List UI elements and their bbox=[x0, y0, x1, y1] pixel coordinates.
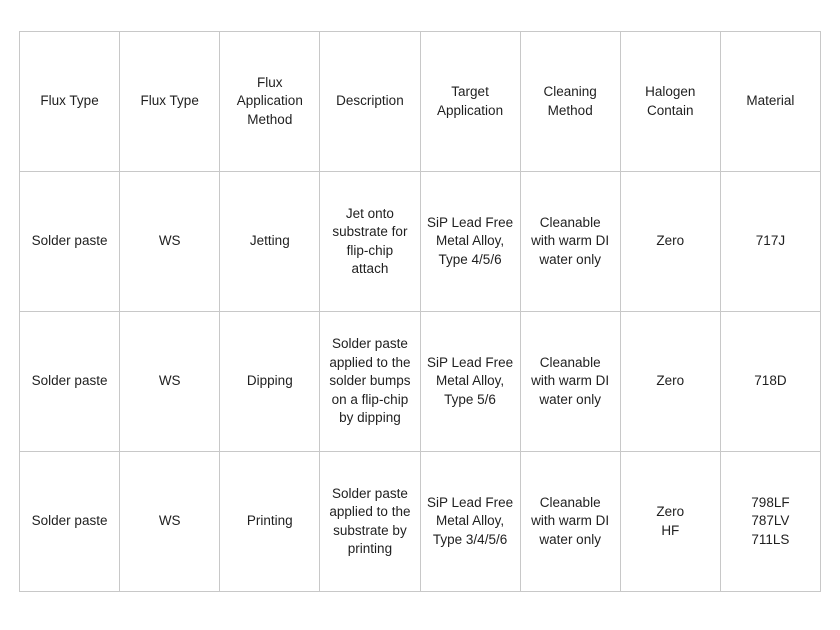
cell-cleaning-method: Cleanable with warm DI water only bbox=[520, 172, 620, 312]
cell-halogen-contain: Zero bbox=[620, 312, 720, 452]
table-row bbox=[20, 452, 821, 592]
header-flux-type-2: Flux Type bbox=[120, 32, 220, 172]
flux-table bbox=[19, 31, 821, 592]
cell-halogen-contain: Zero HF bbox=[620, 452, 720, 592]
cell-target-application: SiP Lead Free Metal Alloy, Type 5/6 bbox=[420, 312, 520, 452]
cell-application-method: Dipping bbox=[220, 312, 320, 452]
cell-flux-type-2: WS bbox=[120, 172, 220, 312]
cell-description: Jet onto substrate for flip-chip attach bbox=[320, 172, 420, 312]
header-halogen-contain: Halogen Contain bbox=[620, 32, 720, 172]
header-flux-application-method: Flux Application Method bbox=[220, 32, 320, 172]
cell-application-method: Jetting bbox=[220, 172, 320, 312]
cell-flux-type: Solder paste bbox=[20, 172, 120, 312]
header-flux-type: Flux Type bbox=[20, 32, 120, 172]
header-target-application: Target Application bbox=[420, 32, 520, 172]
cell-target-application: SiP Lead Free Metal Alloy, Type 4/5/6 bbox=[420, 172, 520, 312]
cell-material: 717J bbox=[720, 172, 820, 312]
cell-flux-type-2: WS bbox=[120, 452, 220, 592]
header-cleaning-method: Cleaning Method bbox=[520, 32, 620, 172]
cell-flux-type: Solder paste bbox=[20, 452, 120, 592]
cell-cleaning-method: Cleanable with warm DI water only bbox=[520, 312, 620, 452]
cell-halogen-contain: Zero bbox=[620, 172, 720, 312]
cell-target-application: SiP Lead Free Metal Alloy, Type 3/4/5/6 bbox=[420, 452, 520, 592]
cell-application-method: Printing bbox=[220, 452, 320, 592]
table-header-row bbox=[20, 32, 821, 172]
table-row bbox=[20, 312, 821, 452]
cell-description: Solder paste applied to the solder bumps on a flip-chip by dipping bbox=[320, 312, 420, 452]
table-row bbox=[20, 172, 821, 312]
cell-flux-type: Solder paste bbox=[20, 312, 120, 452]
header-description: Description bbox=[320, 32, 420, 172]
cell-material: 798LF 787LV 711LS bbox=[720, 452, 820, 592]
cell-flux-type-2: WS bbox=[120, 312, 220, 452]
cell-material: 718D bbox=[720, 312, 820, 452]
header-material: Material bbox=[720, 32, 820, 172]
cell-cleaning-method: Cleanable with warm DI water only bbox=[520, 452, 620, 592]
cell-description: Solder paste applied to the substrate by printing bbox=[320, 452, 420, 592]
